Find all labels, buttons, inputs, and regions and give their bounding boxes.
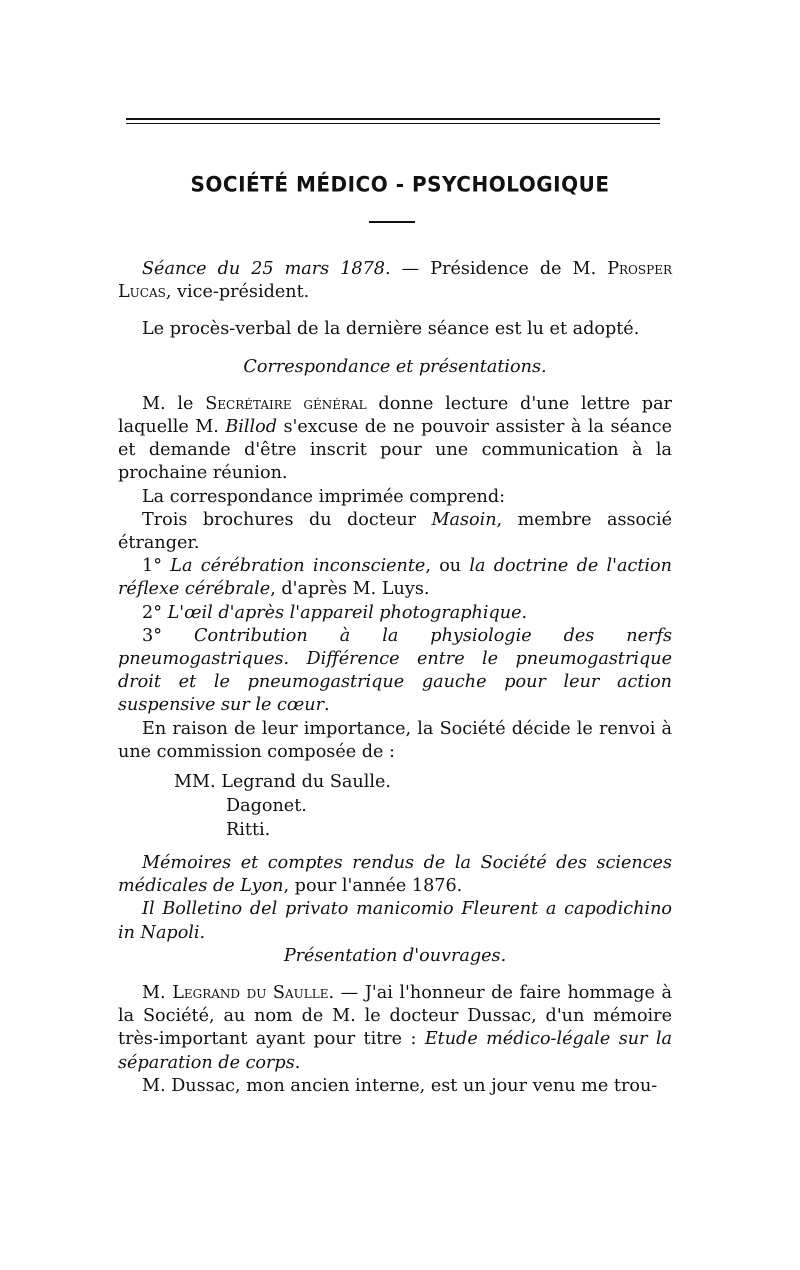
- top-rule: [126, 118, 660, 124]
- last-line: M. Dussac, mon ancien interne, est un jour venu me trou-: [142, 1075, 658, 1096]
- member-1: MM. Legrand du Saulle.: [174, 772, 391, 793]
- section-correspondance-heading: [118, 356, 672, 379]
- commission-members: [118, 770, 672, 842]
- memoires-paragraph: [118, 852, 672, 898]
- item1-title: La cérébration inconsciente: [170, 556, 426, 577]
- letter-lead: M. le: [142, 393, 206, 414]
- legrand-tail: .: [294, 1052, 301, 1073]
- legrand-text1: . — J'ai l'honneur de faire hommage à la Société, au nom de M. le docteur Dussac, d'un mémoire très-important ayant pour titre :: [118, 983, 672, 1050]
- item3-title: Contribution à la physiologie des nerfs pneumogastriques. Différence entre le pneumogastrique droit et le pneumogastrique gauche pour leur action suspensive sur le cœur: [118, 625, 672, 716]
- item2-title: L'œil d'après l'appareil photographique: [167, 602, 522, 623]
- letter-text1: donne lecture d'une lettre par laquelle M.: [118, 393, 672, 438]
- bolletino-text: Il Bolletino del privato manicomio Fleurent a capodichino in Napoli.: [118, 899, 672, 943]
- list-item: [118, 555, 672, 601]
- brochures-paragraph: [118, 509, 672, 555]
- brochures-text2: , membre associé étranger.: [118, 509, 672, 554]
- list-item: [118, 625, 672, 718]
- item3-num: 3°: [142, 625, 194, 646]
- bolletino-paragraph: [118, 898, 672, 944]
- section-ouvrages-text: Présentation d'ouvrages.: [283, 945, 507, 966]
- letter-text2: s'excuse de ne pouvoir assister à la séance et demande d'être inscrit pour une communication à la prochaine réunion.: [118, 417, 672, 484]
- seance-paragraph: [118, 258, 672, 304]
- memoires-title: Mémoires et comptes rendus de la Société des sciences médicales de Lyon: [118, 853, 672, 897]
- seance-date: Séance du 25 mars 1878.: [142, 259, 391, 279]
- list-item: [118, 602, 672, 625]
- item2-num: 2°: [142, 602, 168, 623]
- item1-mid: , ou: [425, 556, 470, 577]
- page-title: SOCIÉTÉ MÉDICO - PSYCHOLOGIQUE: [190, 171, 610, 197]
- letter-role: Secrétaire général: [205, 393, 367, 414]
- item1-num: 1°: [142, 556, 171, 577]
- legrand-name: Legrand du Saulle: [172, 983, 329, 1004]
- letter-paragraph: [118, 393, 672, 486]
- item1-tail: , d'après M. Luys.: [270, 579, 430, 600]
- brochures-text1: Trois brochures du docteur: [142, 509, 432, 530]
- member-3: Ritti.: [226, 820, 271, 841]
- section-correspondance-text: Correspondance et présentations.: [243, 356, 547, 377]
- item3-tail: .: [323, 695, 330, 716]
- memoires-tail: , pour l'année 1876.: [283, 876, 463, 897]
- letter-name: Billod: [225, 417, 278, 438]
- legrand-title: Etude médico-légale sur la séparation de corps: [118, 1029, 673, 1073]
- corr-printed-paragraph: La correspondance imprimée comprend:: [142, 486, 506, 507]
- title-rule: [369, 221, 415, 223]
- brochures-name: Masoin: [431, 509, 497, 530]
- legrand-paragraph: [118, 982, 672, 1075]
- document-body: [118, 258, 672, 1098]
- president-name: Prosper Lucas: [118, 259, 672, 303]
- seance-suffix: , vice-président.: [165, 282, 310, 303]
- pv-paragraph: Le procès-verbal de la dernière séance est lu et adopté.: [142, 319, 640, 340]
- seance-presidence: — Présidence de M.: [390, 259, 608, 279]
- commission-paragraph: En raison de leur importance, la Société décide le renvoi à une commission composée de :: [118, 718, 672, 762]
- item1-title2: la doctrine de l'action réflexe cérébrale: [118, 556, 672, 600]
- section-ouvrages-heading: [118, 945, 672, 968]
- member-2: Dagonet.: [226, 796, 307, 817]
- legrand-lead: M.: [142, 983, 173, 1004]
- item2-tail: .: [521, 602, 528, 623]
